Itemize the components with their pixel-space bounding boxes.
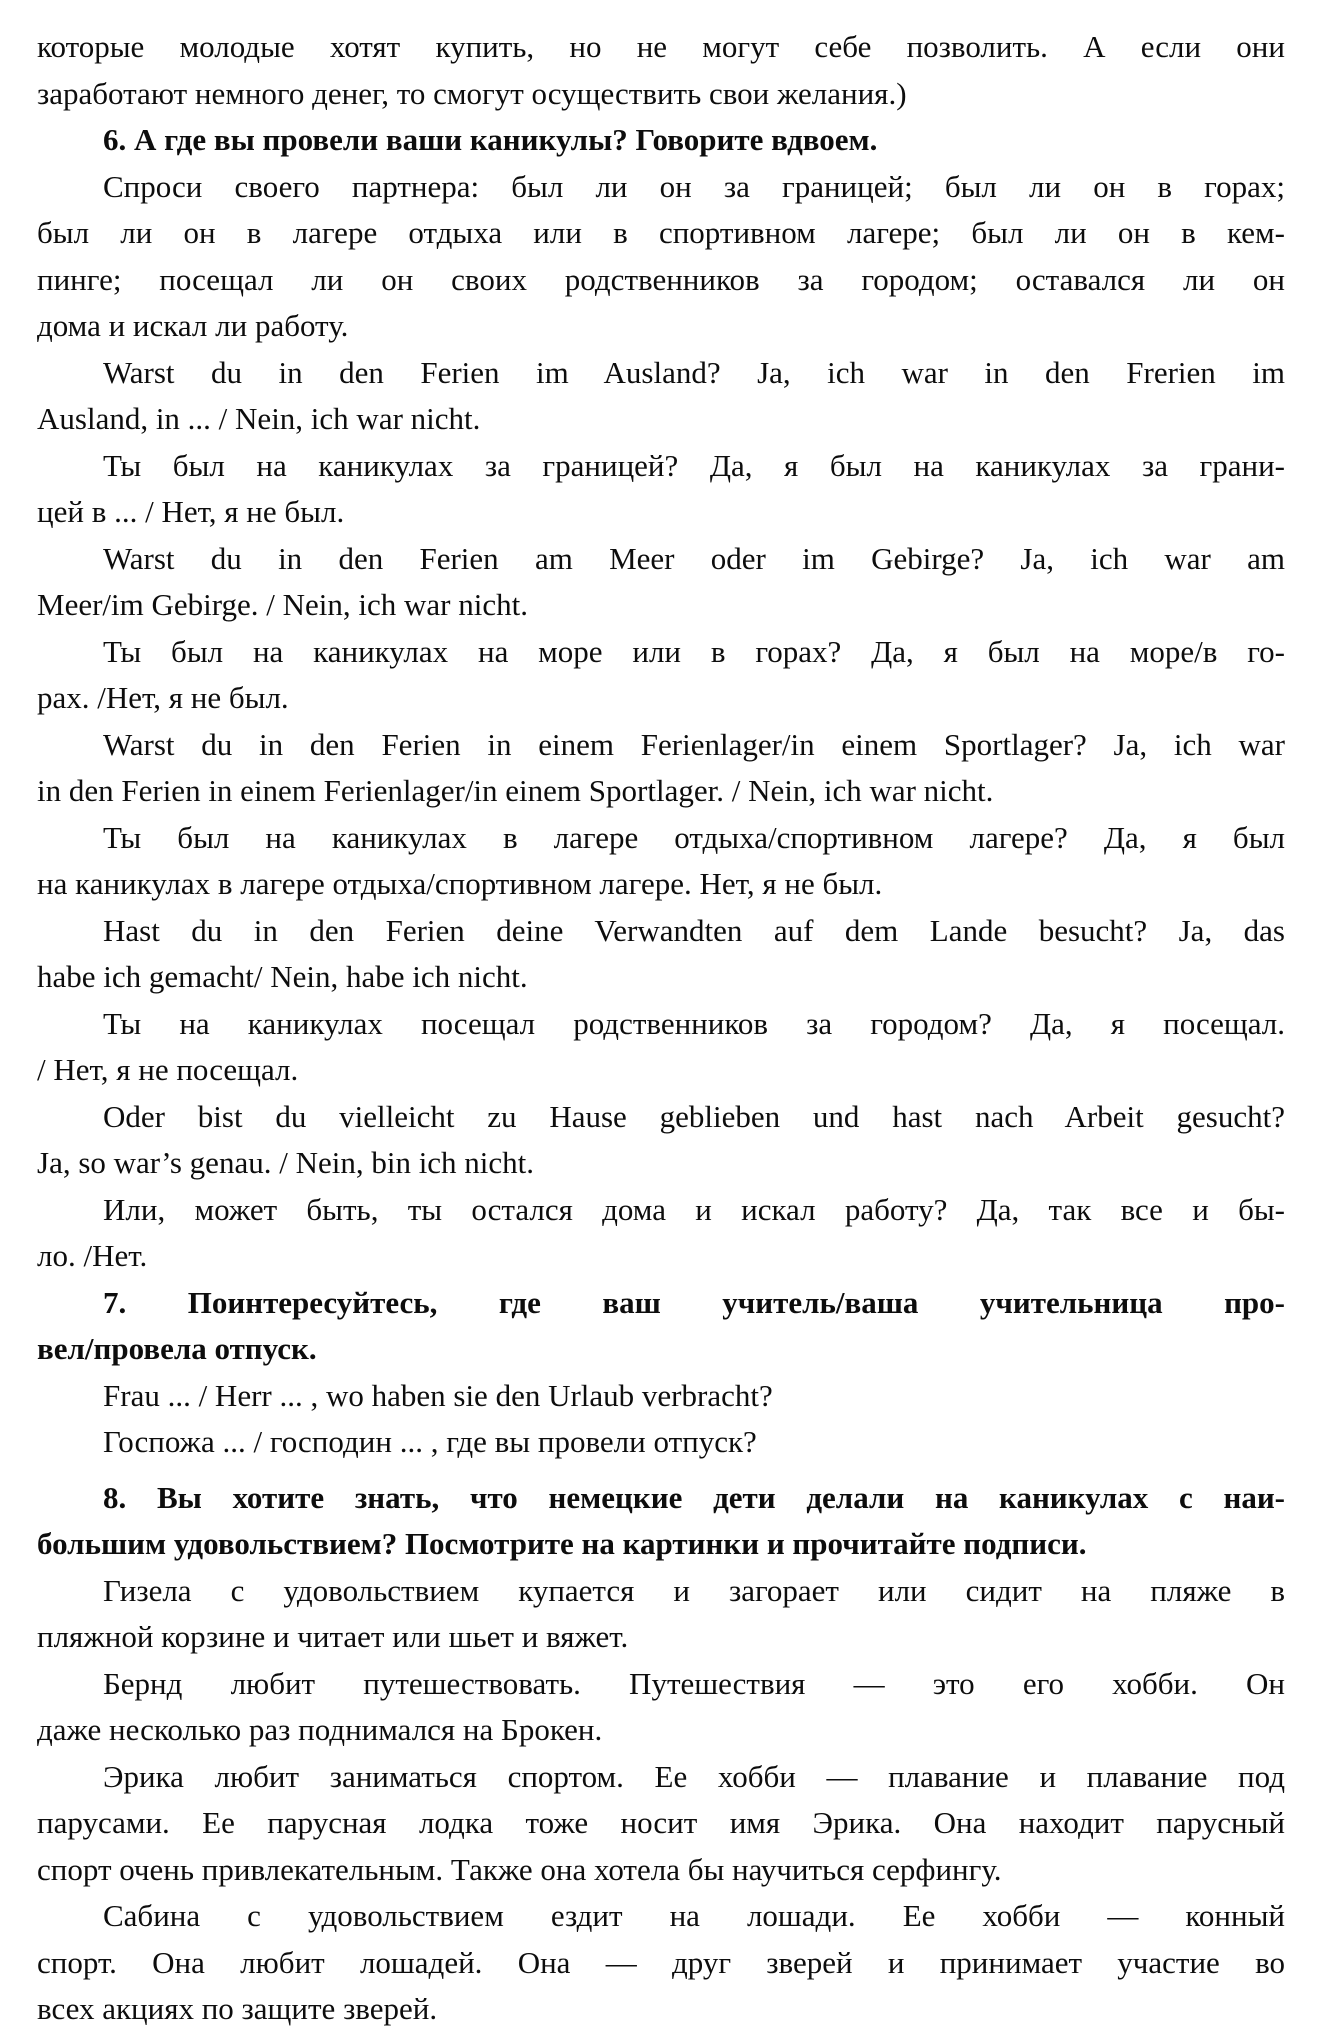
text-line: Hast du in den Ferien deine Verwandten auf dem Lande besucht? Ja, das <box>103 912 1285 948</box>
paragraph <box>37 815 1285 908</box>
text-line: / Нет, я не посещал. <box>37 1052 299 1087</box>
text-line: большим удовольствием? Посмотрите на картинки и прочитайте подписи. <box>37 1526 1087 1561</box>
paragraph <box>37 1893 1285 2033</box>
text-line: Сабина с удовольствием ездит на лошади. Ее хобби — конный <box>103 1898 1285 1933</box>
paragraph <box>37 1419 1285 1466</box>
text-line: 7. Поинтересуйтесь, где ваш учитель/ваша учительница про- <box>103 1284 1285 1320</box>
paragraph <box>37 24 1285 117</box>
text-line: Спроси своего партнера: был ли он за границей; был ли он в горах; <box>103 168 1285 204</box>
text-line: которые молодые хотят купить, но не могут себе позволить. А если они <box>37 29 1285 64</box>
text-line: даже несколько раз поднимался на Брокен. <box>37 1712 603 1747</box>
text-line: Ja, so war’s genau. / Nein, bin ich nicht. <box>37 1145 535 1180</box>
task-paragraph <box>37 1280 1285 1373</box>
task-paragraph <box>37 117 1285 164</box>
text-line: заработают немного денег, то смогут осуществить свои желания.) <box>37 75 907 111</box>
paragraph <box>37 164 1285 350</box>
paragraph <box>37 1661 1285 1754</box>
text-line: 6. А где вы провели ваши каникулы? Говорите вдвоем. <box>103 122 878 157</box>
text-line: Ты на каникулах посещал родственников за городом? Да, я посещал. <box>103 1005 1285 1041</box>
text-line: Frau ... / Herr ... , wo haben sie den Urlaub verbracht? <box>103 1377 773 1413</box>
text-line: Oder bist du vielleicht zu Hause geblieben und hast nach Arbeit gesucht? <box>103 1098 1285 1134</box>
paragraph <box>37 1568 1285 1661</box>
paragraph <box>37 1001 1285 1094</box>
text-line: Эрика любит заниматься спортом. Ее хобби — плавание и плавание под <box>103 1758 1285 1794</box>
text-line: Гизела с удовольствием купается и загорает или сидит на пляже в <box>103 1572 1285 1608</box>
text-line: парусами. Ее парусная лодка тоже носит имя Эрика. Она находит парусный <box>37 1805 1285 1840</box>
text-line: Ты был на каникулах на море или в горах? Да, я был на море/в го- <box>103 633 1285 669</box>
text-line: Госпожа ... / господин ... , где вы провели отпуск? <box>103 1424 757 1459</box>
text-line: Warst du in den Ferien am Meer oder im Gebirge? Ja, ich war am <box>103 540 1285 576</box>
text-line: рах. /Нет, я не был. <box>37 680 289 715</box>
text-line: in den Ferien in einem Ferienlager/in einem Sportlager. / Nein, ich war nicht. <box>37 773 994 808</box>
text-line: Ты был на каникулах в лагере отдыха/спортивном лагере? Да, я был <box>103 819 1285 855</box>
text-line: спорт. Она любит лошадей. Она — друг зверей и принимает участие во <box>37 1944 1285 1980</box>
paragraph <box>37 443 1285 536</box>
paragraph <box>37 1094 1285 1187</box>
text-line: спорт очень привлекательным. Также она хотела бы научиться серфингу. <box>37 1851 1002 1887</box>
text-line: пляжной корзине и читает или шьет и вяжет. <box>37 1619 629 1654</box>
page-content <box>37 24 1285 2033</box>
text-line: Ты был на каникулах за границей? Да, я был на каникулах за грани- <box>103 447 1285 483</box>
text-line: всех акциях по защите зверей. <box>37 1991 438 2026</box>
text-line: был ли он в лагере отдыха или в спортивном лагере; был ли он в кем- <box>37 215 1285 250</box>
text-line: Meer/im Gebirge. / Nein, ich war nicht. <box>37 587 528 622</box>
paragraph <box>37 1373 1285 1420</box>
paragraph <box>37 629 1285 722</box>
paragraph <box>37 1187 1285 1280</box>
text-line: Бернд любит путешествовать. Путешествия — это его хобби. Он <box>103 1665 1285 1701</box>
text-line: 8. Вы хотите знать, что немецкие дети делали на каникулах с наи- <box>103 1479 1285 1515</box>
text-line: пинге; посещал ли он своих родственников за городом; оставался ли он <box>37 261 1285 297</box>
text-line: на каникулах в лагере отдыха/спортивном лагере. Нет, я не был. <box>37 866 883 901</box>
paragraph <box>37 722 1285 815</box>
text-line: вел/провела отпуск. <box>37 1331 317 1366</box>
paragraph <box>37 536 1285 629</box>
paragraph <box>37 350 1285 443</box>
text-line: ло. /Нет. <box>37 1238 148 1273</box>
text-line: Warst du in den Ferien im Ausland? Ja, ich war in den Frerien im <box>103 354 1285 390</box>
paragraph <box>37 1754 1285 1894</box>
text-line: Или, может быть, ты остался дома и искал работу? Да, так все и бы- <box>103 1191 1285 1227</box>
text-line: habe ich gemacht/ Nein, habe ich nicht. <box>37 959 528 994</box>
paragraph <box>37 908 1285 1001</box>
text-line: цей в ... / Нет, я не был. <box>37 494 345 529</box>
text-line: дома и искал ли работу. <box>37 308 349 343</box>
task-paragraph <box>37 1475 1285 1568</box>
text-line: Warst du in den Ferien in einem Ferienlager/in einem Sportlager? Ja, ich war <box>103 726 1285 762</box>
text-line: Ausland, in ... / Nein, ich war nicht. <box>37 401 481 436</box>
